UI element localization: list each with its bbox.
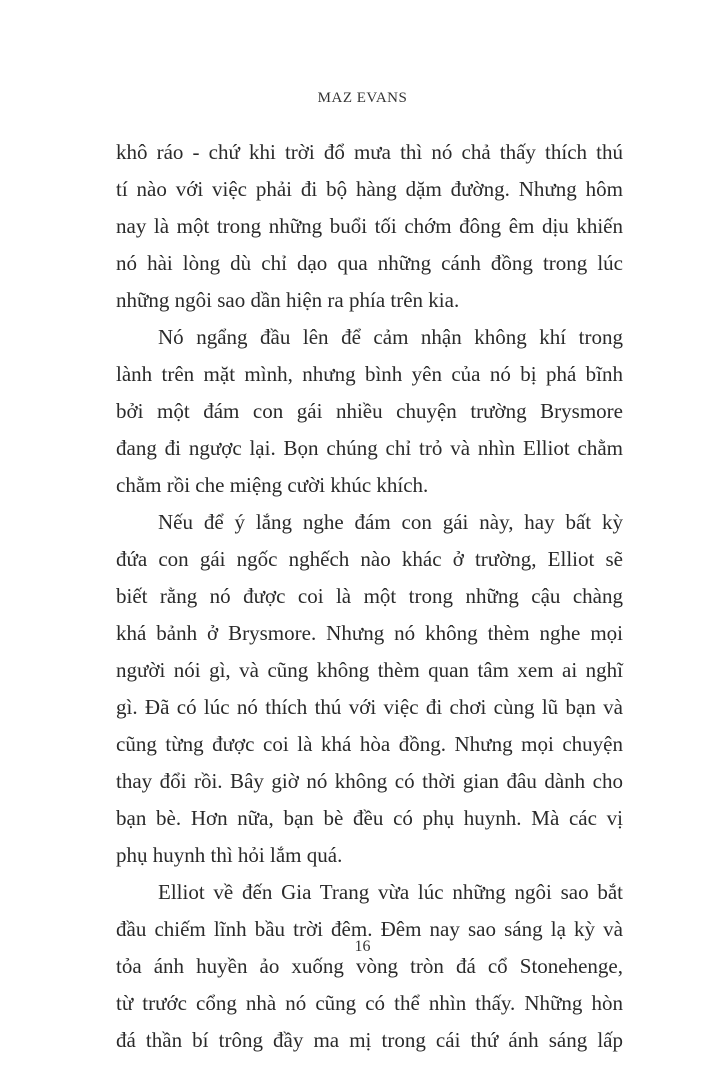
- text-line: Nếu để ý lắng nghe đám con gái này, hay bất kỳ: [158, 510, 623, 534]
- text-line: bạn bè. Hơn nữa, bạn bè đều có phụ huynh. Mà các vị: [116, 806, 623, 830]
- text-line: biết rằng nó được coi là một trong những cậu chàng: [116, 584, 623, 608]
- text-line: người nói gì, và cũng không thèm quan tâm xem ai nghĩ: [116, 658, 623, 682]
- text-line: bởi một đám con gái nhiều chuyện trường Brysmore: [116, 399, 623, 423]
- text-line: nay là một trong những buổi tối chớm đông êm dịu khiến: [116, 214, 623, 238]
- text-line: cũng từng được coi là khá hòa đồng. Nhưng mọi chuyện: [116, 732, 623, 756]
- text-line: tí nào với việc phải đi bộ hàng dặm đường. Nhưng hôm: [116, 177, 623, 201]
- text-line: khô ráo - chứ khi trời đổ mưa thì nó chả thấy thích thú: [116, 140, 623, 164]
- text-line: đứa con gái ngốc nghếch nào khác ở trường, Elliot sẽ: [116, 547, 623, 571]
- body-text: [116, 134, 623, 1059]
- text-line: lành trên mặt mình, nhưng bình yên của nó bị phá bĩnh: [116, 362, 623, 386]
- text-line: phụ huynh thì hỏi lắm quá.: [116, 843, 343, 867]
- text-line: từ trước cổng nhà nó cũng có thể nhìn thấy. Những hòn: [116, 991, 623, 1015]
- text-line: Nó ngẩng đầu lên để cảm nhận không khí trong: [158, 325, 623, 349]
- text-line: đang đi ngược lại. Bọn chúng chỉ trỏ và nhìn Elliot chằm: [116, 436, 623, 460]
- text-line: đá thần bí trông đầy ma mị trong cái thứ ánh sáng lấp: [116, 1028, 623, 1052]
- page-number: 16: [354, 938, 371, 955]
- text-line: gì. Đã có lúc nó thích thú với việc đi chơi cùng lũ bạn và: [116, 695, 623, 719]
- text-line: tỏa ánh huyền ảo xuống vòng tròn đá cổ Stonehenge,: [116, 954, 623, 978]
- text-line: khá bảnh ở Brysmore. Nhưng nó không thèm nghe mọi: [116, 621, 623, 645]
- text-line: Elliot về đến Gia Trang vừa lúc những ngôi sao bắt: [158, 880, 623, 904]
- text-line: chằm rồi che miệng cười khúc khích.: [116, 473, 429, 497]
- running-head: MAZ EVANS: [317, 90, 408, 106]
- text-line: nó hài lòng dù chỉ dạo qua những cánh đồng trong lúc: [116, 251, 623, 275]
- text-line: những ngôi sao dần hiện ra phía trên kia.: [116, 288, 460, 312]
- text-line: đầu chiếm lĩnh bầu trời đêm. Đêm nay sao sáng lạ kỳ và: [116, 917, 623, 941]
- text-line: thay đổi rồi. Bây giờ nó không có thời gian đâu dành cho: [116, 769, 623, 793]
